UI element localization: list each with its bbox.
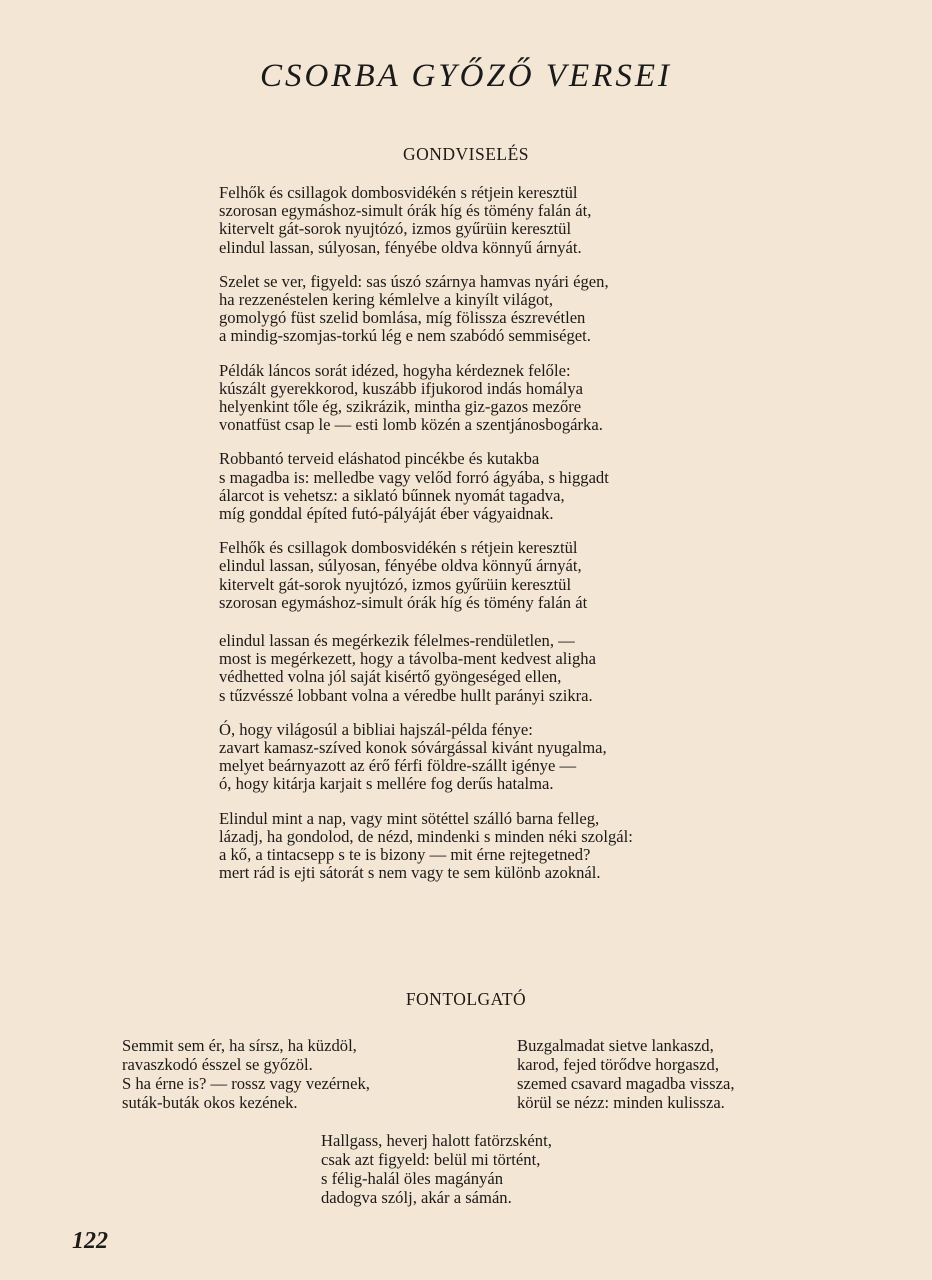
poem-line: ravaszkodó ésszel se győzöl.	[122, 1055, 313, 1074]
poem-line: suták-buták okos kezének.	[122, 1093, 298, 1112]
poem-line: lázadj, ha gondolod, de nézd, mindenki s minden néki szolgál:	[219, 826, 633, 846]
poem-line: s magadba is: melledbe vagy velőd forró ágyába, s higgadt	[219, 467, 609, 487]
poem-line: Felhők és csillagok dombosvidékén s rétjein keresztül	[219, 538, 578, 558]
poem-line: álarcot is vehetsz: a siklató bűnnek nyomát tagadva,	[219, 485, 565, 505]
poem-line: Ó, hogy világosúl a bibliai hajszál-példa fénye:	[219, 719, 533, 739]
stanza	[219, 721, 719, 794]
poem-line: körül se nézz: minden kulissza.	[517, 1093, 725, 1112]
poem-line: a kő, a tintacsepp s te is bizony — mit érne rejtegetned?	[219, 845, 591, 865]
poem-line: mert rád is ejti sátorát s nem vagy te sem különb azoknál.	[219, 863, 601, 883]
stanza	[219, 184, 719, 257]
poem-line: Példák láncos sorát idézed, hogyha kérdeznek felőle:	[219, 360, 571, 380]
poem-title-gondviseles: GONDVISELÉS	[402, 144, 530, 164]
poem-line: helyenkint tőle ég, szikrázik, mintha giz-gazos mezőre	[219, 397, 582, 417]
poem-line: dadogva szólj, akár a sámán.	[321, 1188, 512, 1207]
poem-line: szorosan egymáshoz-simult órák híg és tömény falán át	[219, 592, 588, 612]
stanza	[219, 632, 719, 705]
poem-line: karod, fejed törődve horgaszd,	[517, 1055, 719, 1074]
stanza	[219, 273, 719, 346]
poem-fontolgato-left-stanza	[122, 1036, 370, 1112]
poem-line: Elindul mint a nap, vagy mint sötéttel szálló barna felleg,	[219, 808, 600, 828]
poem-line: szorosan egymáshoz-simult órák híg és tömény falán át,	[219, 201, 592, 221]
poem-line: szemed csavard magadba vissza,	[517, 1074, 735, 1093]
poem-line: s félig-halál öles magányán	[321, 1169, 504, 1188]
poem-line: kúszált gyerekkorod, kuszább ifjukorod indás homálya	[219, 378, 584, 398]
poem-line: kitervelt gát-sorok nyujtózó, izmos gyűrüin keresztül	[219, 219, 572, 239]
poem-line: kitervelt gát-sorok nyujtózó, izmos gyűrüin keresztül	[219, 574, 572, 594]
poem-line: melyet beárnyazott az érő férfi földre-szállt igénye —	[219, 756, 577, 776]
poem-line: Hallgass, heverj halott fatörzsként,	[321, 1131, 552, 1150]
poem-title-fontolgato: FONTOLGATÓ	[405, 989, 527, 1009]
poem-line: Semmit sem ér, ha sírsz, ha küzdöl,	[122, 1036, 357, 1055]
poem-line: vonatfüst csap le — esti lomb közén a szentjánosbogárka.	[219, 415, 603, 435]
poem-line: a mindig-szomjas-torkú lég e nem szabódó semmiséget.	[219, 326, 591, 346]
poem-line: most is megérkezett, hogy a távolba-ment kedvest aligha	[219, 649, 596, 669]
poem-fontolgato-final-stanza	[321, 1131, 552, 1207]
page-title: CSORBA GYŐZŐ VERSEI	[259, 58, 673, 94]
poem-line: S ha érne is? — rossz vagy vezérnek,	[122, 1074, 370, 1093]
poem-line: gomolygó füst szelid bomlása, míg fölissza észrevétlen	[219, 308, 586, 328]
poem-line: Buzgalmadat sietve lankaszd,	[517, 1036, 714, 1055]
poem-line: csak azt figyeld: belül mi történt,	[321, 1150, 541, 1169]
poem-line: zavart kamasz-szíved konok sóvárgással kivánt nyugalma,	[219, 738, 607, 758]
poem-line: míg gonddal építed futó-pályáját éber vágyaidnak.	[219, 504, 554, 524]
poem-line: Felhők és csillagok dombosvidékén s rétjein keresztül	[219, 183, 578, 202]
poem-line: Szelet se ver, figyeld: sas úszó szárnya hamvas nyári égen,	[219, 271, 609, 291]
poem-line: védhetted volna jól saját kisértő gyöngeséged ellen,	[219, 667, 562, 687]
stanza	[219, 362, 719, 435]
poem-line: Robbantó terveid eláshatod pincékbe és kutakba	[219, 449, 540, 469]
poem-line: elindul lassan, súlyosan, fényébe oldva könnyű árnyát,	[219, 556, 582, 576]
poem-line: elindul lassan és megérkezik félelmes-rendületlen, —	[219, 631, 575, 651]
page-number: 122	[72, 1228, 108, 1254]
poem-line: ha rezzenéstelen kering kémlelve a kinyílt világot,	[219, 290, 554, 310]
poem-line: s tűzvésszé lobbant volna a véredbe hullt parányi szikra.	[219, 685, 593, 705]
stanza	[219, 539, 719, 612]
stanza	[219, 450, 719, 523]
poem-line: ó, hogy kitárja karjait s mellére fog derűs hatalma.	[219, 774, 554, 794]
poem-fontolgato-right-stanza	[517, 1036, 734, 1112]
stanza	[219, 810, 719, 883]
poem-gondviseles	[219, 184, 719, 899]
poem-line: elindul lassan, súlyosan, fényébe oldva könnyű árnyát.	[219, 237, 582, 257]
